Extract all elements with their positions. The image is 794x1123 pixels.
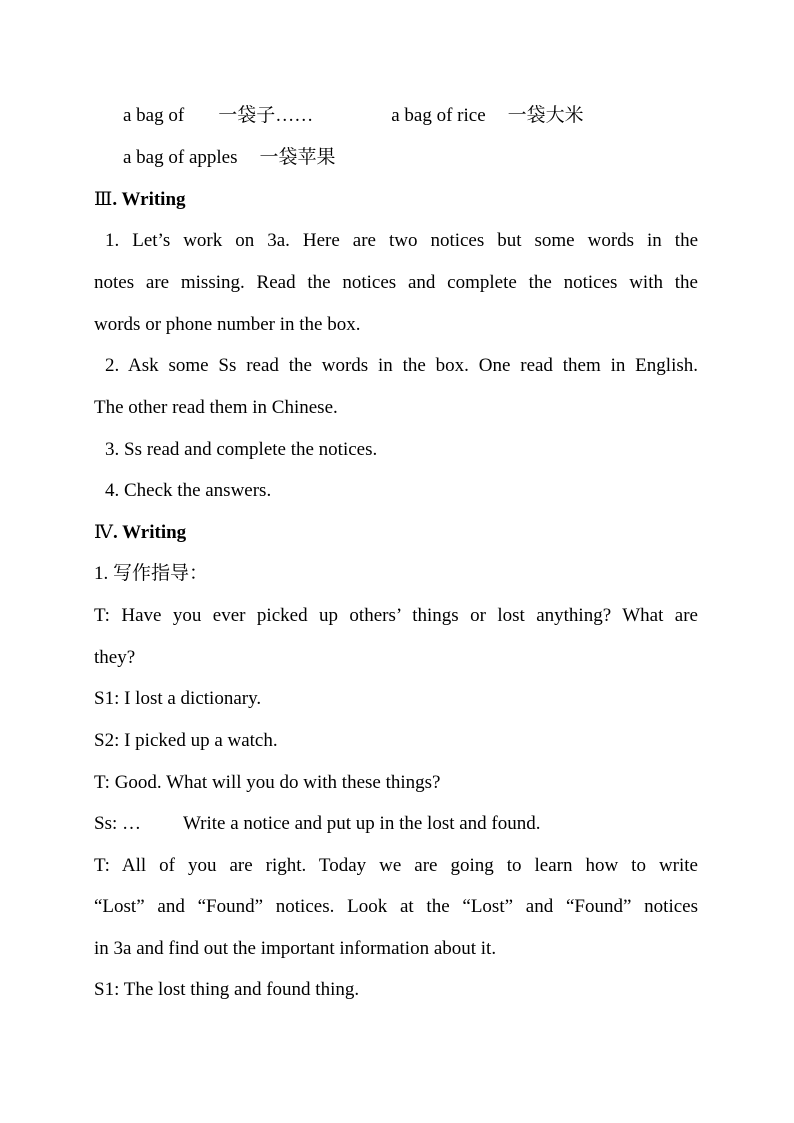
dialogue-s1: S1: I lost a dictionary.: [94, 688, 262, 709]
dialogue-t3-line-1: T: All of you are right. Today we are going to learn how to write: [94, 855, 698, 876]
section-heading-4: [94, 521, 698, 545]
dialogue-t2: T: Good. What will you do with these things?: [94, 772, 441, 793]
dialogue-t3-line-2: “Lost” and “Found” notices. Look at the “Lost” and “Found” notices: [94, 896, 698, 917]
step-4: 4. Check the answers.: [105, 480, 272, 501]
step-1-line-2: notes are missing. Read the notices and complete the notices with the: [94, 272, 698, 293]
section-title: . Writing: [112, 522, 187, 543]
step-2-line-1: 2. Ask some Ss read the words in the box. One read them in English.: [105, 355, 698, 376]
vocab-row-2: [123, 146, 727, 170]
dialogue-s1b: S1: The lost thing and found thing.: [94, 979, 360, 1000]
step-2-line-2: The other read them in Chinese.: [94, 397, 338, 418]
step-1-line-3: words or phone number in the box.: [94, 314, 361, 335]
dialogue-ss-text: Write a notice and put up in the lost and found.: [183, 813, 541, 834]
step-3: 3. Ss read and complete the notices.: [105, 439, 378, 460]
section-numeral: Ⅲ: [94, 189, 113, 210]
dialogue-ss: [94, 812, 698, 836]
vocab-meaning: 一袋苹果: [259, 147, 336, 168]
section-heading-3: [94, 188, 698, 212]
vocab-meaning: 一袋子……: [218, 105, 314, 126]
dialogue-t3-line-3: in 3a and find out the important information about it.: [94, 938, 497, 959]
vocab-phrase: a bag of apples: [123, 147, 238, 168]
vocab-phrase: a bag of: [123, 105, 185, 126]
vocab-row-1: [123, 104, 727, 128]
dialogue-ss-prefix: Ss: …: [94, 813, 141, 834]
vocab-meaning: 一袋大米: [507, 105, 584, 126]
dialogue-t1-line-1: T: Have you ever picked up others’ things or lost anything? What are: [94, 605, 698, 626]
step-1-line-1: 1. Let’s work on 3a. Here are two notices but some words in the: [105, 230, 698, 251]
writing-guide: 1. 写作指导：: [94, 563, 209, 584]
vocab-phrase: a bag of rice: [391, 105, 486, 126]
section-numeral: Ⅳ: [94, 522, 113, 543]
dialogue-s2: S2: I picked up a watch.: [94, 730, 278, 751]
section-title: . Writing: [112, 189, 186, 210]
dialogue-t1-line-2: they?: [94, 647, 136, 668]
